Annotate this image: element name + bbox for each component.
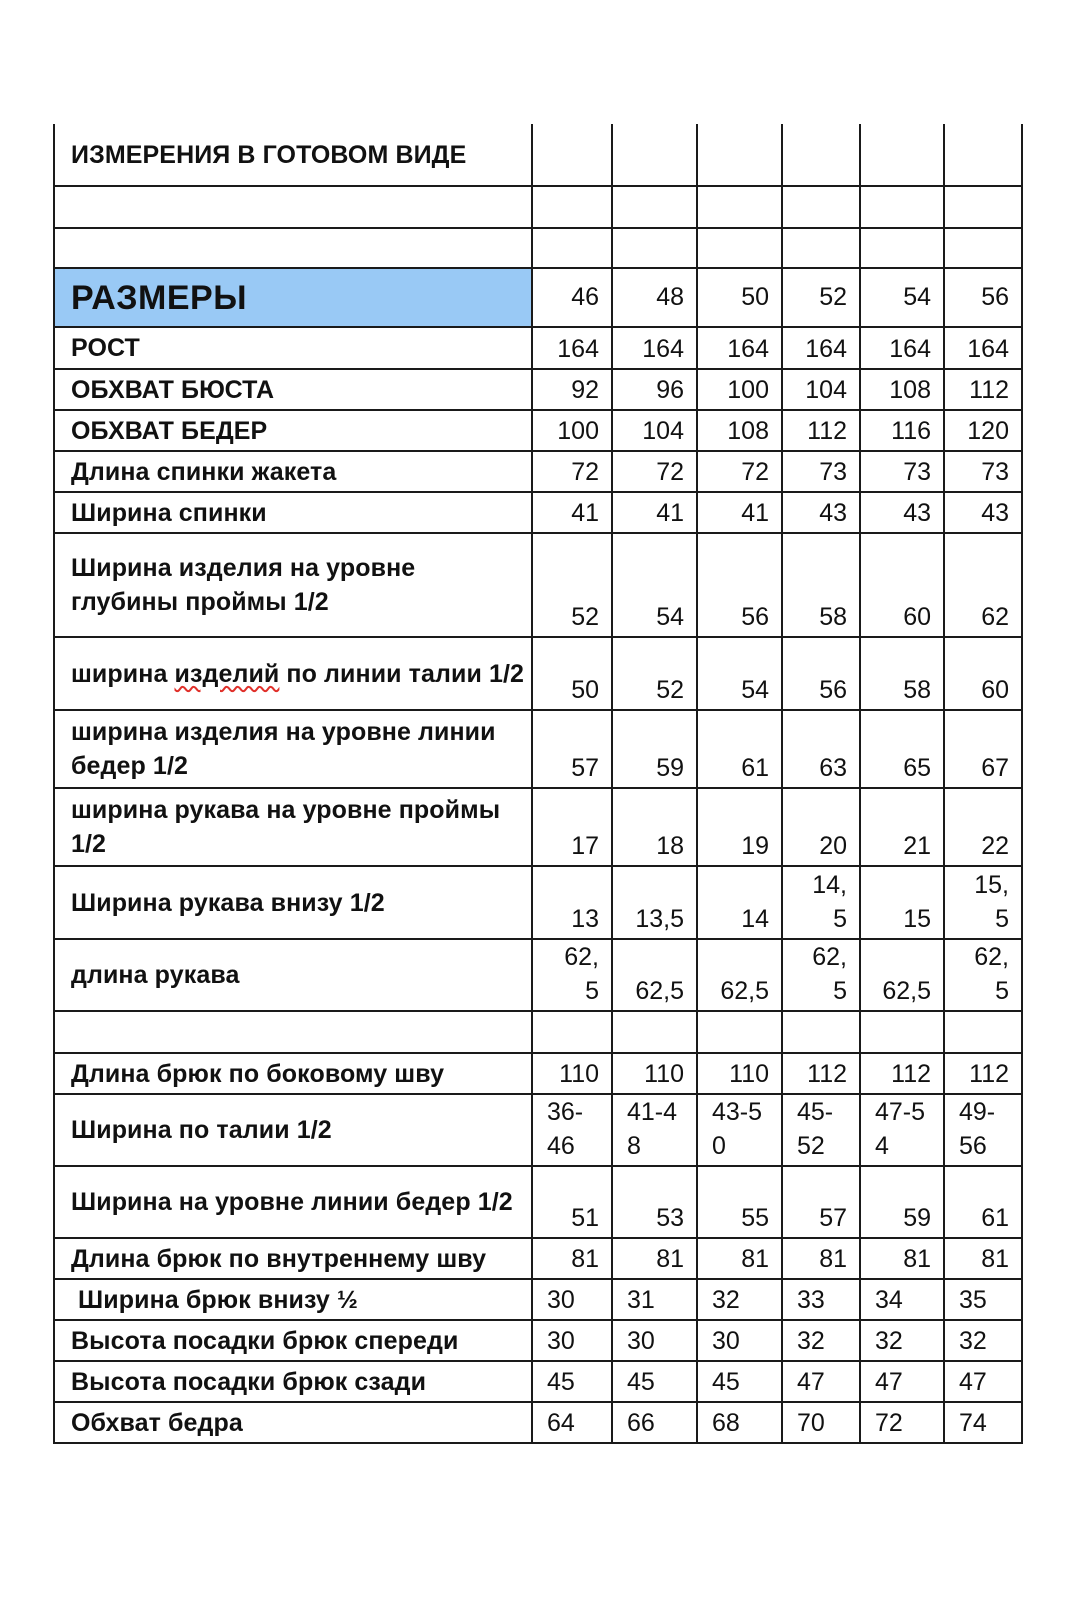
row-label: Ширина по талии 1/2 <box>54 1094 532 1166</box>
value-cell: 56 <box>782 637 860 710</box>
value-cell: 30 <box>532 1320 612 1361</box>
value-cell: 73 <box>782 451 860 492</box>
sizes-heading: РАЗМЕРЫ <box>54 268 532 327</box>
table-row <box>54 710 1022 788</box>
value-cell: 81 <box>612 1238 697 1279</box>
value-cell: 33 <box>782 1279 860 1320</box>
value-cell: 32 <box>860 1320 944 1361</box>
value-cell: 54 <box>697 637 782 710</box>
empty-row <box>54 228 1022 268</box>
empty-cell <box>782 186 860 228</box>
value-cell: 164 <box>612 327 697 369</box>
row-label: Длина брюк по боковому шву <box>54 1053 532 1094</box>
value-cell: 74 <box>944 1402 1022 1443</box>
value-cell: 108 <box>697 410 782 451</box>
value-cell: 81 <box>697 1238 782 1279</box>
row-label: РОСТ <box>54 327 532 369</box>
value-cell: 49- 56 <box>944 1094 1022 1166</box>
value-cell: 110 <box>697 1053 782 1094</box>
row-label <box>54 637 532 710</box>
size-cell: 46 <box>532 268 612 327</box>
row-label: Ширина спинки <box>54 492 532 533</box>
empty-row <box>54 1011 1022 1053</box>
value-cell: 100 <box>697 369 782 410</box>
value-cell: 164 <box>944 327 1022 369</box>
row-label: длина рукава <box>54 939 532 1011</box>
value-cell: 62, 5 <box>944 939 1022 1011</box>
row-label: Ширина на уровне линии бедер 1/2 <box>54 1166 532 1238</box>
table-row <box>54 866 1022 939</box>
table-row <box>54 788 1022 866</box>
value-cell: 108 <box>860 369 944 410</box>
value-cell: 116 <box>860 410 944 451</box>
value-cell: 81 <box>944 1238 1022 1279</box>
row-label: Ширина изделия на уровне глубины проймы 1/2 <box>54 533 532 637</box>
value-cell: 62, 5 <box>782 939 860 1011</box>
value-cell: 30 <box>612 1320 697 1361</box>
table-row <box>54 1402 1022 1443</box>
empty-cell <box>532 1011 612 1053</box>
value-cell: 81 <box>860 1238 944 1279</box>
value-cell: 45 <box>697 1361 782 1402</box>
table-row <box>54 637 1022 710</box>
value-cell: 56 <box>697 533 782 637</box>
table-row <box>54 1320 1022 1361</box>
value-cell: 62,5 <box>697 939 782 1011</box>
value-cell: 57 <box>782 1166 860 1238</box>
value-cell: 81 <box>782 1238 860 1279</box>
value-cell: 43-5 0 <box>697 1094 782 1166</box>
value-cell: 34 <box>860 1279 944 1320</box>
table-row <box>54 1279 1022 1320</box>
value-cell: 112 <box>860 1053 944 1094</box>
value-cell: 62,5 <box>860 939 944 1011</box>
value-cell: 36- 46 <box>532 1094 612 1166</box>
value-cell: 14 <box>697 866 782 939</box>
value-cell: 63 <box>782 710 860 788</box>
value-cell: 41 <box>612 492 697 533</box>
empty-cell <box>860 124 944 186</box>
empty-cell <box>782 124 860 186</box>
value-cell: 52 <box>532 533 612 637</box>
value-cell: 112 <box>944 1053 1022 1094</box>
value-cell: 62, 5 <box>532 939 612 1011</box>
row-label: Ширина брюк внизу ½ <box>54 1279 532 1320</box>
empty-cell <box>860 1011 944 1053</box>
value-cell: 72 <box>612 451 697 492</box>
value-cell: 47 <box>782 1361 860 1402</box>
empty-cell <box>612 124 697 186</box>
value-cell: 55 <box>697 1166 782 1238</box>
empty-cell <box>944 228 1022 268</box>
value-cell: 47-5 4 <box>860 1094 944 1166</box>
size-cell: 56 <box>944 268 1022 327</box>
value-cell: 31 <box>612 1279 697 1320</box>
empty-cell <box>54 1011 532 1053</box>
row-label-text: ширина <box>71 659 175 688</box>
table-row <box>54 451 1022 492</box>
value-cell: 54 <box>612 533 697 637</box>
value-cell: 43 <box>860 492 944 533</box>
table-row <box>54 492 1022 533</box>
row-label: Обхват бедра <box>54 1402 532 1443</box>
value-cell: 52 <box>612 637 697 710</box>
table-row <box>54 124 1022 186</box>
row-label: ширина изделия на уровне линии бедер 1/2 <box>54 710 532 788</box>
value-cell: 104 <box>782 369 860 410</box>
value-cell: 13,5 <box>612 866 697 939</box>
value-cell: 57 <box>532 710 612 788</box>
value-cell: 72 <box>532 451 612 492</box>
value-cell: 22 <box>944 788 1022 866</box>
value-cell: 67 <box>944 710 1022 788</box>
value-cell: 45 <box>532 1361 612 1402</box>
row-label-text: по линии талии 1/2 <box>279 659 525 688</box>
value-cell: 45 <box>612 1361 697 1402</box>
empty-cell <box>860 228 944 268</box>
row-label: Высота посадки брюк спереди <box>54 1320 532 1361</box>
value-cell: 43 <box>944 492 1022 533</box>
empty-cell <box>612 228 697 268</box>
empty-cell <box>54 228 532 268</box>
value-cell: 104 <box>612 410 697 451</box>
empty-cell <box>54 186 532 228</box>
value-cell: 60 <box>860 533 944 637</box>
sizes-header-row <box>54 268 1022 327</box>
value-cell: 51 <box>532 1166 612 1238</box>
size-cell: 54 <box>860 268 944 327</box>
table-row <box>54 410 1022 451</box>
value-cell: 112 <box>782 410 860 451</box>
row-label: Ширина рукава внизу 1/2 <box>54 866 532 939</box>
empty-cell <box>532 124 612 186</box>
value-cell: 62 <box>944 533 1022 637</box>
value-cell: 65 <box>860 710 944 788</box>
empty-cell <box>532 186 612 228</box>
empty-cell <box>782 228 860 268</box>
value-cell: 61 <box>697 710 782 788</box>
value-cell: 96 <box>612 369 697 410</box>
value-cell: 30 <box>532 1279 612 1320</box>
table-row <box>54 1361 1022 1402</box>
value-cell: 41 <box>532 492 612 533</box>
value-cell: 20 <box>782 788 860 866</box>
value-cell: 70 <box>782 1402 860 1443</box>
row-label: ширина рукава на уровне проймы 1/2 <box>54 788 532 866</box>
value-cell: 58 <box>782 533 860 637</box>
size-cell: 48 <box>612 268 697 327</box>
size-chart-table <box>53 124 1023 1444</box>
size-cell: 50 <box>697 268 782 327</box>
table-row <box>54 939 1022 1011</box>
value-cell: 59 <box>612 710 697 788</box>
table-row <box>54 327 1022 369</box>
value-cell: 72 <box>860 1402 944 1443</box>
value-cell: 92 <box>532 369 612 410</box>
value-cell: 30 <box>697 1320 782 1361</box>
row-label: ОБХВАТ БЮСТА <box>54 369 532 410</box>
value-cell: 61 <box>944 1166 1022 1238</box>
table-title: ИЗМЕРЕНИЯ В ГОТОВОМ ВИДЕ <box>54 124 532 186</box>
value-cell: 32 <box>697 1279 782 1320</box>
value-cell: 164 <box>532 327 612 369</box>
empty-cell <box>697 228 782 268</box>
value-cell: 64 <box>532 1402 612 1443</box>
value-cell: 110 <box>532 1053 612 1094</box>
row-label: ОБХВАТ БЕДЕР <box>54 410 532 451</box>
table-row <box>54 1053 1022 1094</box>
value-cell: 73 <box>944 451 1022 492</box>
value-cell: 15 <box>860 866 944 939</box>
row-label: Длина спинки жакета <box>54 451 532 492</box>
value-cell: 43 <box>782 492 860 533</box>
value-cell: 59 <box>860 1166 944 1238</box>
table-row <box>54 1238 1022 1279</box>
value-cell: 21 <box>860 788 944 866</box>
empty-cell <box>944 1011 1022 1053</box>
size-cell: 52 <box>782 268 860 327</box>
value-cell: 164 <box>697 327 782 369</box>
value-cell: 32 <box>782 1320 860 1361</box>
value-cell: 41-4 8 <box>612 1094 697 1166</box>
value-cell: 164 <box>860 327 944 369</box>
value-cell: 32 <box>944 1320 1022 1361</box>
row-label: Высота посадки брюк сзади <box>54 1361 532 1402</box>
table-row <box>54 533 1022 637</box>
value-cell: 13 <box>532 866 612 939</box>
empty-cell <box>532 228 612 268</box>
value-cell: 45- 52 <box>782 1094 860 1166</box>
value-cell: 35 <box>944 1279 1022 1320</box>
value-cell: 62,5 <box>612 939 697 1011</box>
value-cell: 112 <box>944 369 1022 410</box>
row-label: Длина брюк по внутреннему шву <box>54 1238 532 1279</box>
empty-row <box>54 186 1022 228</box>
empty-cell <box>944 124 1022 186</box>
value-cell: 18 <box>612 788 697 866</box>
value-cell: 68 <box>697 1402 782 1443</box>
value-cell: 14, 5 <box>782 866 860 939</box>
value-cell: 100 <box>532 410 612 451</box>
value-cell: 120 <box>944 410 1022 451</box>
empty-cell <box>697 186 782 228</box>
value-cell: 66 <box>612 1402 697 1443</box>
empty-cell <box>697 1011 782 1053</box>
value-cell: 81 <box>532 1238 612 1279</box>
empty-cell <box>860 186 944 228</box>
value-cell: 17 <box>532 788 612 866</box>
table-row <box>54 1166 1022 1238</box>
value-cell: 72 <box>697 451 782 492</box>
value-cell: 19 <box>697 788 782 866</box>
empty-cell <box>697 124 782 186</box>
value-cell: 47 <box>944 1361 1022 1402</box>
spellcheck-flagged-word: изделий <box>174 659 280 688</box>
value-cell: 15, 5 <box>944 866 1022 939</box>
value-cell: 50 <box>532 637 612 710</box>
empty-cell <box>612 1011 697 1053</box>
value-cell: 60 <box>944 637 1022 710</box>
value-cell: 73 <box>860 451 944 492</box>
table-row <box>54 1094 1022 1166</box>
value-cell: 112 <box>782 1053 860 1094</box>
value-cell: 58 <box>860 637 944 710</box>
value-cell: 164 <box>782 327 860 369</box>
value-cell: 41 <box>697 492 782 533</box>
table-row <box>54 369 1022 410</box>
empty-cell <box>944 186 1022 228</box>
value-cell: 53 <box>612 1166 697 1238</box>
value-cell: 110 <box>612 1053 697 1094</box>
empty-cell <box>612 186 697 228</box>
value-cell: 47 <box>860 1361 944 1402</box>
empty-cell <box>782 1011 860 1053</box>
